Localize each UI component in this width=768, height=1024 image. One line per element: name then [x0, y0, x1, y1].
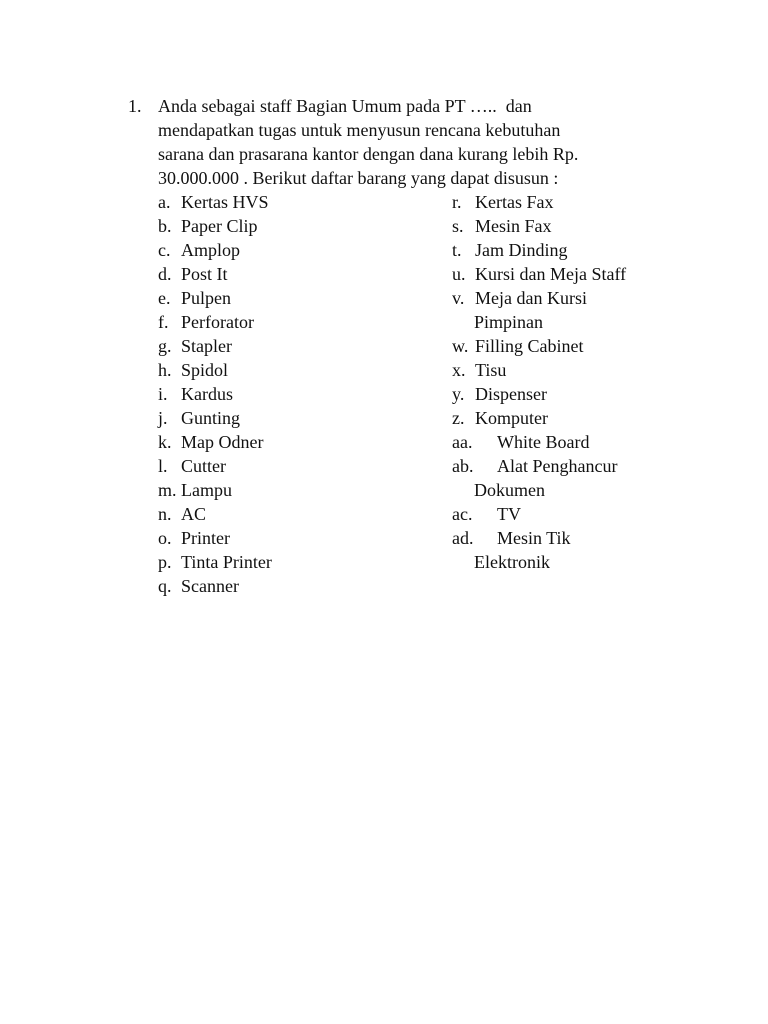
- item-label: Mesin Tik: [497, 528, 571, 548]
- list-item: [452, 358, 752, 382]
- item-label: White Board: [497, 432, 590, 452]
- item-letter: r.: [452, 192, 462, 212]
- item-letter: i.: [158, 384, 168, 404]
- list-item: [158, 502, 428, 526]
- list-item: [452, 238, 752, 262]
- item-letter: l.: [158, 456, 168, 476]
- item-letter: x.: [452, 360, 466, 380]
- list-item: [452, 430, 752, 454]
- item-label: Kertas HVS: [181, 192, 269, 212]
- item-label: Kardus: [181, 384, 233, 404]
- item-letter: b.: [158, 216, 172, 236]
- item-label: Gunting: [181, 408, 241, 428]
- item-letter: o.: [158, 528, 172, 548]
- item-label: TV: [497, 504, 521, 524]
- item-letter: k.: [158, 432, 172, 452]
- item-letter: z.: [452, 408, 465, 428]
- list-item: [158, 286, 428, 310]
- item-label: Scanner: [181, 576, 239, 596]
- list-item: [452, 502, 752, 526]
- item-list-right: [452, 190, 752, 574]
- list-item: [452, 190, 752, 214]
- list-item: [158, 358, 428, 382]
- item-letter: e.: [158, 288, 171, 308]
- item-label: Perforator: [181, 312, 254, 332]
- question-line: mendapatkan tugas untuk menyusun rencana kebutuhan: [158, 120, 561, 140]
- item-label: Filling Cabinet: [475, 336, 584, 356]
- item-label: Komputer: [475, 408, 548, 428]
- item-label: Spidol: [181, 360, 229, 380]
- item-label: Meja dan Kursi: [475, 288, 587, 308]
- item-letter: ad.: [452, 528, 474, 548]
- item-label: Dokumen: [474, 480, 545, 500]
- item-label: Map Odner: [181, 432, 264, 452]
- question-number: 1.: [128, 96, 142, 116]
- list-item: [452, 334, 752, 358]
- list-item: [452, 286, 752, 310]
- list-item-continuation: [452, 478, 752, 502]
- list-item: [452, 454, 752, 478]
- item-label: Stapler: [181, 336, 232, 356]
- item-letter: aa.: [452, 432, 473, 452]
- list-item: [158, 430, 428, 454]
- question-line: 30.000.000 . Berikut daftar barang yang dapat disusun :: [158, 168, 559, 188]
- list-item: [158, 334, 428, 358]
- item-label: Dispenser: [475, 384, 547, 404]
- item-letter: m.: [158, 480, 177, 500]
- item-label: Post It: [181, 264, 228, 284]
- list-item: [158, 262, 428, 286]
- item-label: Tinta Printer: [181, 552, 272, 572]
- item-label: Lampu: [181, 480, 232, 500]
- list-item: [158, 574, 428, 598]
- list-item: [158, 382, 428, 406]
- list-item: [452, 406, 752, 430]
- item-letter: n.: [158, 504, 172, 524]
- item-letter: j.: [158, 408, 168, 428]
- item-letter: q.: [158, 576, 172, 596]
- list-item-continuation: [452, 550, 752, 574]
- item-letter: p.: [158, 552, 172, 572]
- item-label: AC: [181, 504, 207, 524]
- list-item: [158, 238, 428, 262]
- list-item: [452, 526, 752, 550]
- item-label: Printer: [181, 528, 230, 548]
- item-letter: d.: [158, 264, 172, 284]
- item-label: Kursi dan Meja Staff: [475, 264, 627, 284]
- list-item: [452, 262, 752, 286]
- list-item: [158, 478, 428, 502]
- item-letter: a.: [158, 192, 171, 212]
- item-label: Pimpinan: [474, 312, 544, 332]
- item-label: Paper Clip: [181, 216, 258, 236]
- list-item: [158, 190, 428, 214]
- list-item: [158, 526, 428, 550]
- item-letter: c.: [158, 240, 171, 260]
- item-letter: w.: [452, 336, 469, 356]
- item-letter: t.: [452, 240, 462, 260]
- item-letter: u.: [452, 264, 466, 284]
- item-letter: g.: [158, 336, 172, 356]
- item-label: Mesin Fax: [475, 216, 552, 236]
- item-letter: s.: [452, 216, 464, 236]
- list-item-continuation: [452, 310, 752, 334]
- item-label: Elektronik: [474, 552, 550, 572]
- item-letter: y.: [452, 384, 465, 404]
- item-letter: ac.: [452, 504, 473, 524]
- list-item: [158, 454, 428, 478]
- question-line: sarana dan prasarana kantor dengan dana kurang lebih Rp.: [158, 144, 579, 164]
- item-label: Cutter: [181, 456, 226, 476]
- list-item: [452, 382, 752, 406]
- question-text: [158, 94, 658, 190]
- item-letter: ab.: [452, 456, 474, 476]
- item-label: Amplop: [181, 240, 241, 260]
- list-item: [452, 214, 752, 238]
- list-item: [158, 310, 428, 334]
- list-item: [158, 406, 428, 430]
- list-item: [158, 214, 428, 238]
- item-label: Jam Dinding: [475, 240, 568, 260]
- question-line: Anda sebagai staff Bagian Umum pada PT ….. dan: [158, 96, 532, 116]
- item-label: Tisu: [475, 360, 507, 380]
- item-label: Alat Penghancur: [497, 456, 618, 476]
- item-label: Pulpen: [181, 288, 232, 308]
- list-item: [158, 550, 428, 574]
- item-letter: h.: [158, 360, 172, 380]
- item-letter: f.: [158, 312, 169, 332]
- item-label: Kertas Fax: [475, 192, 554, 212]
- item-letter: v.: [452, 288, 465, 308]
- item-list-left: [158, 190, 428, 598]
